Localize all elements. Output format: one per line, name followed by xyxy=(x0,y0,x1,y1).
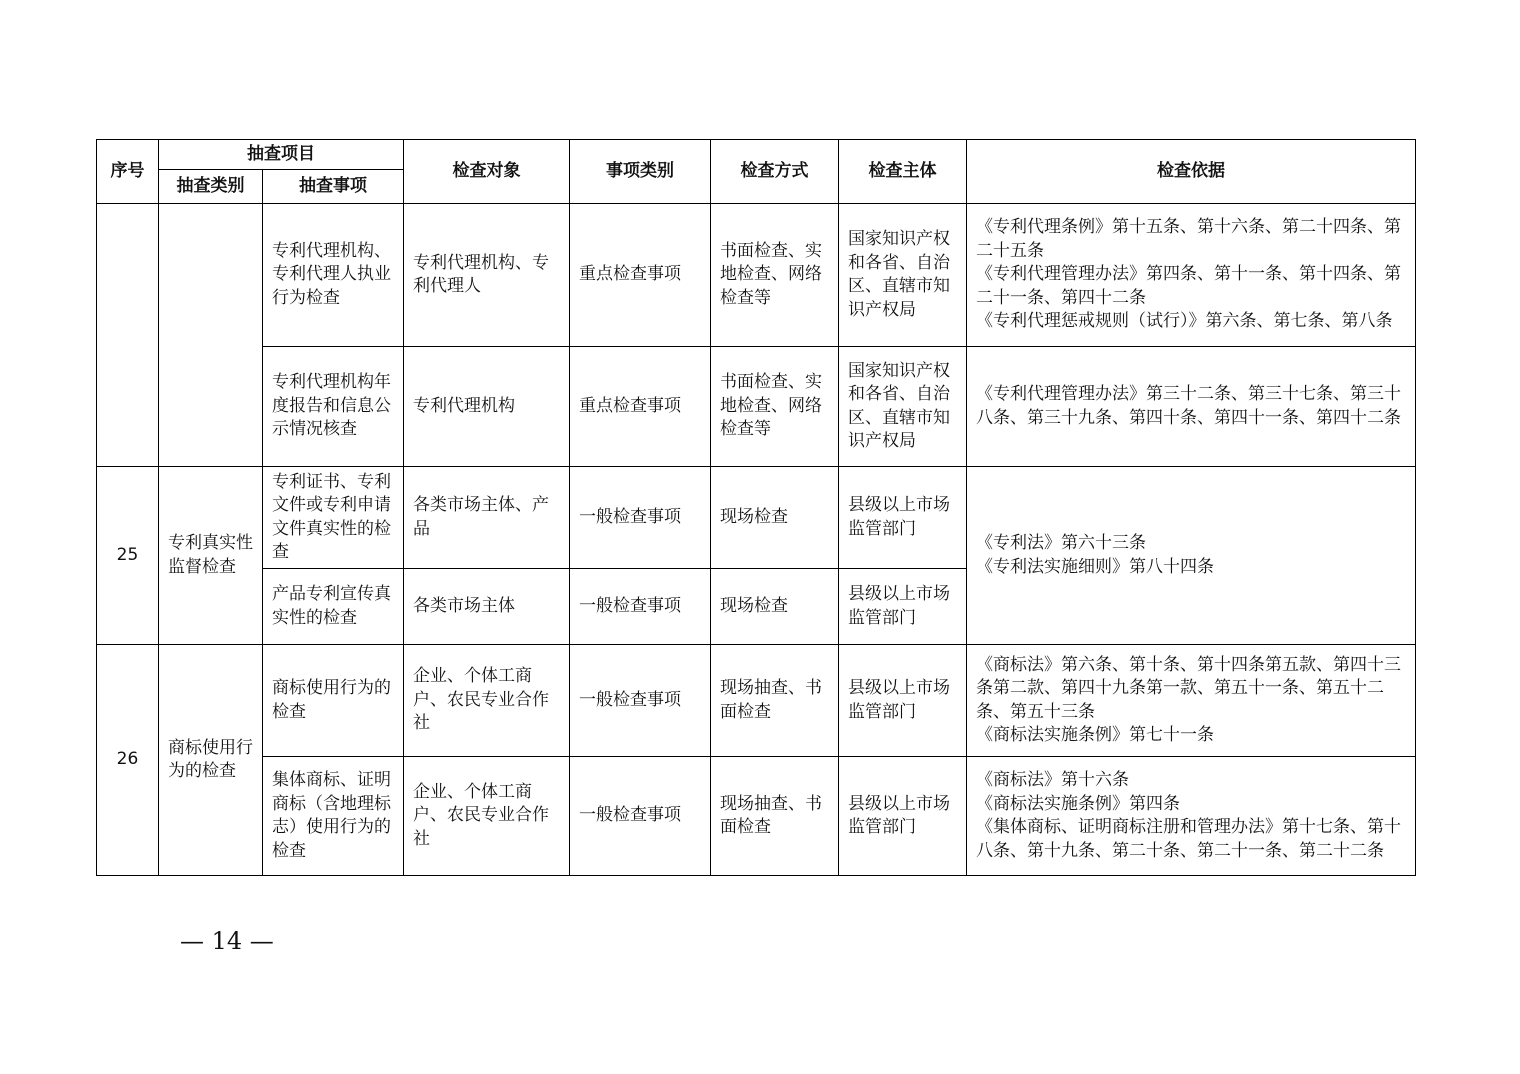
item-cell: 专利代理机构年度报告和信息公示情况核查 xyxy=(263,347,404,467)
method-cell: 现场抽查、书面检查 xyxy=(711,645,839,757)
method-cell: 现场检查 xyxy=(711,467,839,569)
header-category: 抽查类别 xyxy=(159,170,263,204)
category-cell: 商标使用行为的检查 xyxy=(159,645,263,876)
seq-cell xyxy=(97,204,159,467)
subject-cell: 县级以上市场监管部门 xyxy=(839,467,967,569)
target-cell: 专利代理机构、专利代理人 xyxy=(404,204,570,347)
target-cell: 各类市场主体 xyxy=(404,569,570,645)
type-cell: 重点检查事项 xyxy=(570,347,711,467)
header-item: 抽查事项 xyxy=(263,170,404,204)
table-row xyxy=(97,347,1416,467)
subject-cell: 县级以上市场监管部门 xyxy=(839,645,967,757)
header-basis: 检查依据 xyxy=(967,140,1416,204)
header-seq: 序号 xyxy=(97,140,159,204)
method-cell: 书面检查、实地检查、网络检查等 xyxy=(711,204,839,347)
basis-cell xyxy=(967,645,1416,757)
method-cell: 现场检查 xyxy=(711,569,839,645)
table-row xyxy=(97,467,1416,569)
basis-line: 《商标法实施条例》第七十一条 xyxy=(976,725,1214,745)
type-cell: 一般检查事项 xyxy=(570,757,711,876)
item-cell: 商标使用行为的检查 xyxy=(263,645,404,757)
header-method: 检查方式 xyxy=(711,140,839,204)
method-cell: 书面检查、实地检查、网络检查等 xyxy=(711,347,839,467)
basis-line: 《商标法实施条例》第四条 xyxy=(976,793,1180,814)
subject-cell: 国家知识产权和各省、自治区、直辖市知识产权局 xyxy=(839,204,967,347)
basis-cell xyxy=(967,757,1416,876)
type-cell: 一般检查事项 xyxy=(570,569,711,645)
target-cell: 专利代理机构 xyxy=(404,347,570,467)
header-type: 事项类别 xyxy=(570,140,711,204)
item-cell: 集体商标、证明商标（含地理标志）使用行为的检查 xyxy=(263,757,404,876)
type-cell: 一般检查事项 xyxy=(570,467,711,569)
category-cell: 专利真实性监督检查 xyxy=(159,467,263,645)
basis-line: 《专利法》第六十三条 xyxy=(976,533,1146,553)
basis-line: 《专利法实施细则》第八十四条 xyxy=(976,556,1214,577)
header-subject: 检查主体 xyxy=(839,140,967,204)
item-cell: 专利证书、专利文件或专利申请文件真实性的检查 xyxy=(263,467,404,569)
subject-cell: 县级以上市场监管部门 xyxy=(839,757,967,876)
basis-line: 《商标法》第六条、第十条、第十四条第五款、第四十三条第二款、第四十九条第一款、第五十一条、第五十二条、第五十三条 xyxy=(976,654,1401,722)
subject-cell: 县级以上市场监管部门 xyxy=(839,569,967,645)
item-cell: 专利代理机构、专利代理人执业行为检查 xyxy=(263,204,404,347)
basis-line: 《专利代理惩戒规则（试行）》第六条、第七条、第八条 xyxy=(976,311,1393,332)
item-cell: 产品专利宣传真实性的检查 xyxy=(263,569,404,645)
basis-cell xyxy=(967,347,1416,467)
inspection-table xyxy=(96,139,1416,876)
basis-line: 《集体商标、证明商标注册和管理办法》第十七条、第十八条、第十九条、第二十条、第二十一条、第二十二条 xyxy=(976,817,1401,861)
basis-line: 《专利代理管理办法》第四条、第十一条、第十四条、第二十一条、第四十二条 xyxy=(976,264,1401,308)
seq-cell: 26 xyxy=(97,645,159,876)
type-cell: 重点检查事项 xyxy=(570,204,711,347)
type-cell: 一般检查事项 xyxy=(570,645,711,757)
target-cell: 企业、个体工商户、农民专业合作社 xyxy=(404,645,570,757)
header-target: 检查对象 xyxy=(404,140,570,204)
header-project: 抽查项目 xyxy=(159,140,404,170)
target-cell: 企业、个体工商户、农民专业合作社 xyxy=(404,757,570,876)
page-number: — 14 — xyxy=(180,927,274,955)
basis-cell xyxy=(967,467,1416,645)
seq-cell: 25 xyxy=(97,467,159,645)
method-cell: 现场抽查、书面检查 xyxy=(711,757,839,876)
table-row xyxy=(97,757,1416,876)
category-cell xyxy=(159,204,263,467)
target-cell: 各类市场主体、产品 xyxy=(404,467,570,569)
basis-line: 《商标法》第十六条 xyxy=(976,770,1129,790)
table-row xyxy=(97,204,1416,347)
subject-cell: 国家知识产权和各省、自治区、直辖市知识产权局 xyxy=(839,347,967,467)
basis-line: 《专利代理管理办法》第三十二条、第三十七条、第三十八条、第三十九条、第四十条、第四十一条、第四十二条 xyxy=(976,384,1401,428)
basis-cell xyxy=(967,204,1416,347)
basis-line: 《专利代理条例》第十五条、第十六条、第二十四条、第二十五条 xyxy=(976,217,1401,261)
table-row xyxy=(97,645,1416,757)
